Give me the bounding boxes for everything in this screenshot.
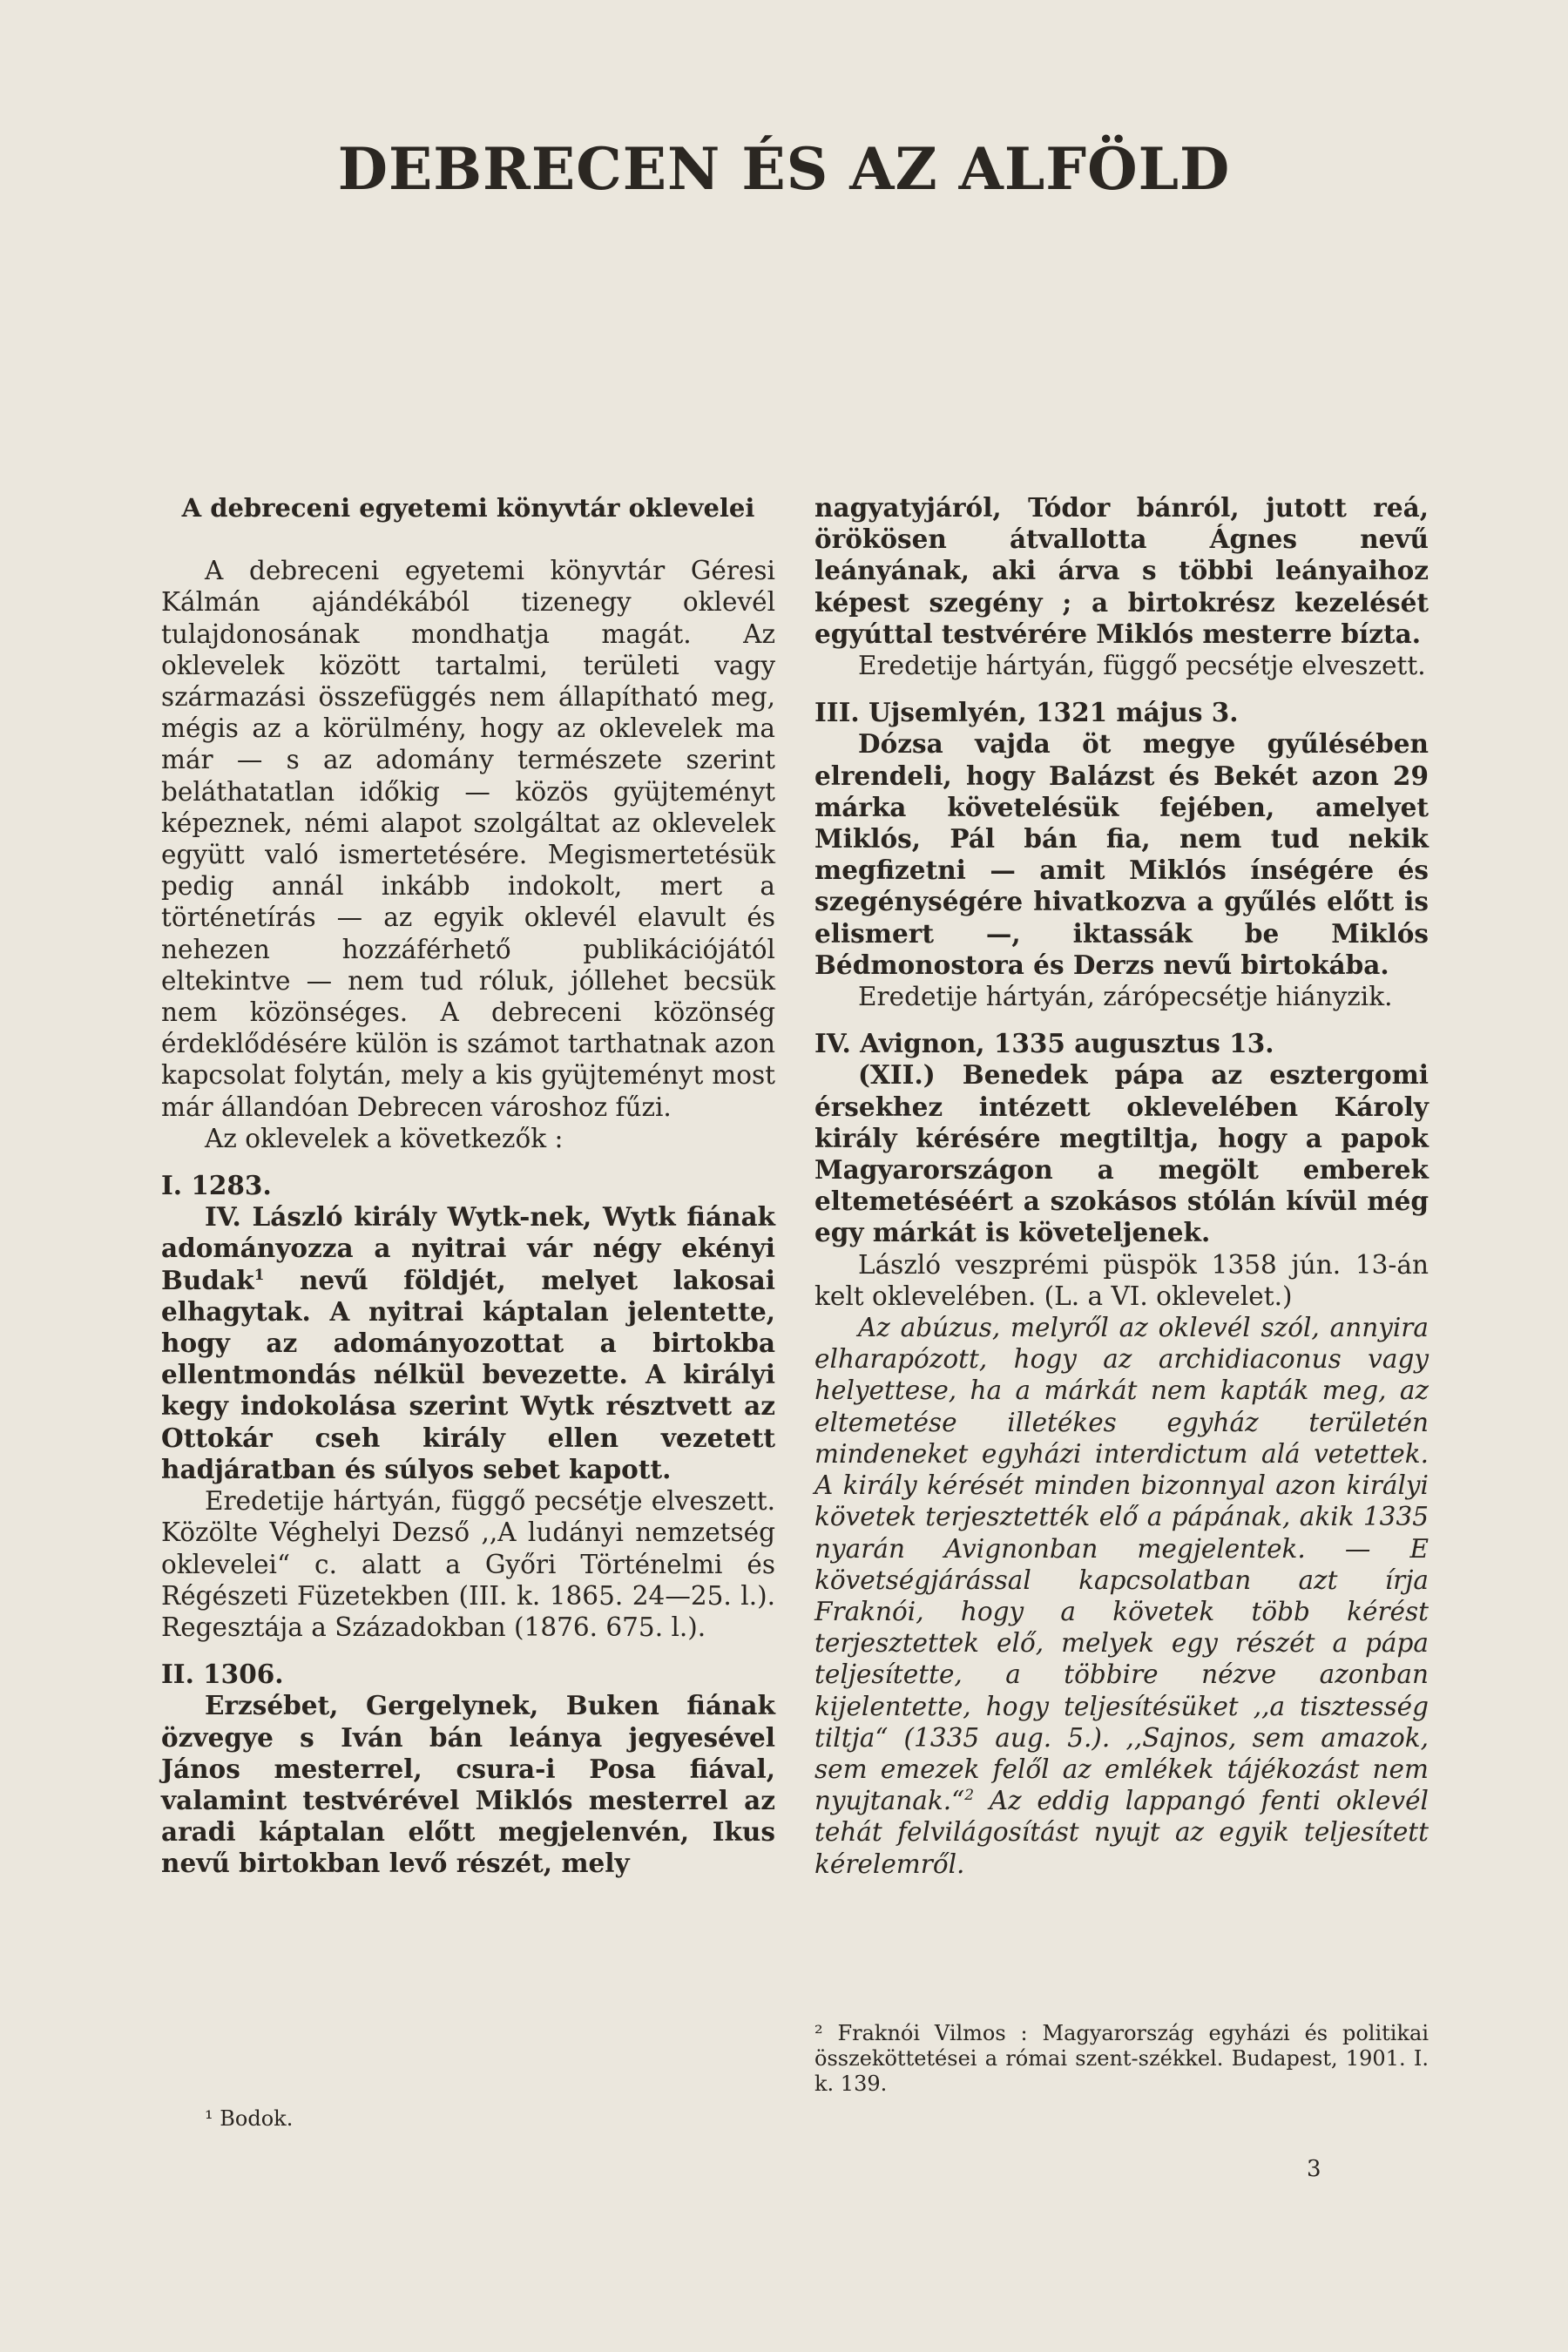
intro-paragraph: A debreceni egyetemi könyvtár Géresi Kálmán ajándékából tizenegy oklevél tulajdonosának mondhatja magát. Az oklevelek között tartalmi, területi vagy származási összefüggés nem állapítható meg, mégis az a körülmény, hogy az oklevelek ma már — s az adomány természete szerint beláthatatlan időkig — közös gyüjteményt képeznek, némi alapot szolgáltat az oklevelek együtt való ismertetésére. Megismertetésük pedig annál inkább indokolt, mert a történetírás — az egyik oklevél elavult és nehezen hozzáférhető publikációjától eltekintve — nem tud róluk, jóllehet becsük nem közönséges. A debreceni közönség érdeklődésére külön is számot tarthatnak azon kapcsolat folytán, mely a kis gyüjteményt most már állandóan Debrecen városhoz fűzi. [161,556,775,1122]
left-column [161,492,775,1880]
section-title: A debreceni egyetemi könyvtár oklevelei [181,493,755,523]
intro-end: Az oklevelek a következők : [205,1123,564,1153]
doc4-summary: (XII.) Benedek pápa az esztergomi érsekhez intézett oklevelében Károly király kérésére megtiltja, hogy a papok Magyarországon a megölt emberek eltemetéséért a szokásos stólán kívül még egy márkát is követeljenek. [814,1059,1429,1248]
doc4-commentary-a: Az abúzus, melyről az oklevél szól, annyira elharapózott, hogy az archidiaconus vagy helyettese, ha a márkát nem kapták meg, az eltemetése illetékes egyház területén mindeneket egyházi interdictum alá vetettek. A király kérését minden bizonnyal azon királyi követek terjesztették elő a pápának, akik 1335 nyarán Avignonban megjelentek. — E követségjárással kapcsolatban azt írja Fraknói, hogy a követek több kérést terjesztettek elő, melyek egy részét a pápa teljesítette, a többire nézve azonban kijelentette, hogy teljesítésüket ,,a tisztesség tiltja“ (1335 aug. 5.). ,,Sajnos, sem amazok, sem emezek felől az emlékek tájékozást nem nyujtanak.“ [814,1313,1429,1816]
doc2-summary: Erzsébet, Gergelynek, Buken fiának özvegye s Iván bán leánya jegyesével János mesterrel, csura-i Posa fiával, valamint testvérével Miklós mesterrel az aradi káptalan előtt megjelenvén, Ikus nevű birtokban levő részét, mely [161,1690,775,1879]
page-number: 3 [1307,2156,1321,2182]
doc1-heading: I. 1283. [161,1170,272,1201]
doc4-note: László veszprémi püspök 1358 jún. 13-án kelt oklevelében. (L. a VI. oklevelet.) [814,1249,1429,1311]
doc4-commentary-b: Az eddig lappangó fenti oklevél tehát felvilágosítást nyujt az egyik teljesített kérelemről. [814,1786,1429,1879]
footnote-2: ² Fraknói Vilmos : Magyarország egyházi és politikai összeköttetései a római szent-székkel. Budapest, 1901. I. k. 139. [814,2021,1429,2096]
doc4-heading: IV. Avignon, 1335 augusztus 13. [814,1028,1274,1059]
footnote-ref-2: 2 [964,1787,975,1805]
doc2-summary-cont: nagyatyjáról, Tódor bánról, jutott reá, örökösen átvallotta Ágnes nevű leányának, aki árva s többi leányaihoz képest szegény ; a birtokrész kezelését egyúttal testvérére Miklós mesterre bízta. [814,492,1429,649]
doc4-commentary [814,1312,1429,1880]
doc3-summary: Dózsa vajda öt megye gyűlésében elrendeli, hogy Balázst és Bekét azon 29 márka követelésük fejében, amelyet Miklós, Pál bán fia, nem tud nekik megfizetni — amit Miklós ínségére és szegénységére hivatkozva a gyűlés előtt is elismert —, iktassák be Miklós Bédmonostora és Derzs nevű birtokába. [814,728,1429,980]
footnote-1: ¹ Bodok. [205,2106,294,2131]
footnote-ref-1: 1 [253,1266,265,1284]
doc2-heading: II. 1306. [161,1659,284,1690]
right-column [814,492,1429,1880]
doc3-note: Eredetije hártyán, zárópecsétje hiányzik. [858,982,1393,1012]
doc1-summary-a: IV. László király Wytk-nek, Wytk fiának adományozza a nyitrai vár négy ekényi Budak [161,1201,775,1295]
doc2-note: Eredetije hártyán, függő pecsétje elveszett. [858,651,1426,681]
doc1-note: Eredetije hártyán, függő pecsétje elveszett. Közölte Véghelyi Dezső ,,A ludányi nemzetség oklevelei“ c. alatt a Győri Történelmi és Régészeti Füzetekben (III. k. 1865. 24—25. l.). Regesztája a Századokban (1876. 675. l.). [161,1486,775,1642]
doc1-summary [161,1201,775,1485]
doc3-heading: III. Ujsemlyén, 1321 május 3. [814,697,1239,728]
page-title: DEBRECEN ÉS AZ ALFÖLD [337,135,1231,203]
doc1-summary-b: nevű földjét, melyet lakosai elhagytak. A nyitrai káptalan jelentette, hogy az adományozottat a birtokba ellentmondás nélkül bevezette. A királyi kegy indokolása szerint Wytk résztvett az Ottokár cseh király ellen vezetett hadjáratban és súlyos sebet kapott. [161,1264,775,1484]
